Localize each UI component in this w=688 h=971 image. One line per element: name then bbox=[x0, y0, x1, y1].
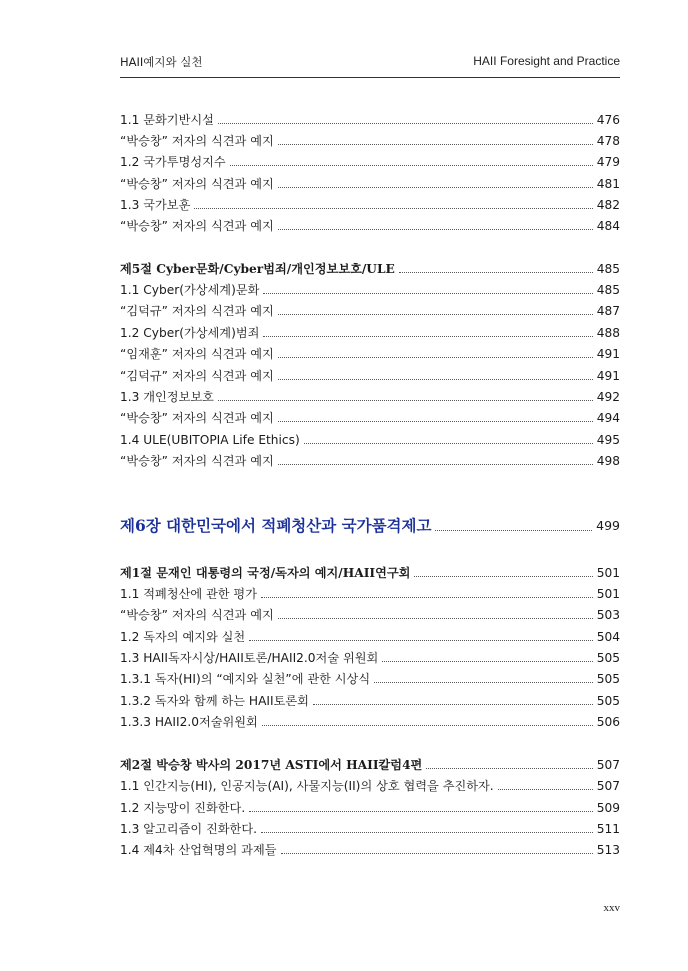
toc-entry[interactable] bbox=[120, 172, 620, 192]
toc-entry-page: 505 bbox=[596, 694, 620, 708]
toc-entry[interactable] bbox=[120, 646, 620, 666]
dot-leader bbox=[382, 661, 592, 662]
toc-entry-page: 482 bbox=[596, 198, 620, 212]
toc-entry-page: 505 bbox=[596, 651, 620, 665]
toc-entry-page: 501 bbox=[596, 566, 620, 580]
dot-leader bbox=[374, 682, 593, 683]
toc-entry-page: 506 bbox=[596, 715, 620, 729]
dot-leader bbox=[278, 314, 593, 315]
toc-entry-title: 1.2 지능망이 진화한다. bbox=[120, 801, 246, 815]
toc-entry-title: 1.3.3 HAII2.0저술위원회 bbox=[120, 715, 258, 729]
toc-entry[interactable] bbox=[120, 774, 620, 794]
dot-leader bbox=[263, 336, 592, 337]
toc-entry-page: 505 bbox=[596, 672, 620, 686]
toc-entry-title: 1.3 알고리즘이 진화한다. bbox=[120, 822, 257, 836]
dot-leader bbox=[313, 704, 593, 705]
dot-leader bbox=[261, 597, 593, 598]
toc-entry-title: 1.1 Cyber(가상세계)문화 bbox=[120, 283, 260, 297]
toc-entry-page: 492 bbox=[596, 390, 620, 404]
toc-entry[interactable] bbox=[120, 582, 620, 602]
toc-entry-title: 1.3 HAII독자시상/HAII토론/HAII2.0저술 위원회 bbox=[120, 651, 379, 665]
toc-entry[interactable] bbox=[120, 817, 620, 837]
dot-leader bbox=[399, 272, 593, 273]
toc-entry-title: 1.4 ULE(UBITOPIA Life Ethics) bbox=[120, 433, 300, 447]
dot-leader bbox=[281, 853, 593, 854]
toc-entry-page: 495 bbox=[596, 433, 620, 447]
toc-entry[interactable] bbox=[120, 625, 620, 645]
toc-entry[interactable] bbox=[120, 214, 620, 234]
toc-entry[interactable] bbox=[120, 406, 620, 426]
toc-entry[interactable] bbox=[120, 364, 620, 384]
toc-entry[interactable] bbox=[120, 278, 620, 298]
toc-entry-title: “임재훈” 저자의 식견과 예지 bbox=[120, 347, 274, 361]
toc-section-heading[interactable] bbox=[120, 753, 620, 773]
toc-entry-title: 1.1 문화기반시설 bbox=[120, 113, 214, 127]
toc-entry-title: 1.2 국가투명성지수 bbox=[120, 155, 226, 169]
toc-section-title: 제2절 박승창 박사의 2017년 ASTI에서 HAII칼럼4편 bbox=[120, 758, 423, 772]
toc-entry[interactable] bbox=[120, 689, 620, 709]
toc-entry-page: 504 bbox=[596, 630, 620, 644]
dot-leader bbox=[262, 725, 593, 726]
toc-entry-page: 507 bbox=[596, 779, 620, 793]
toc-entry-title: 1.2 Cyber(가상세계)범죄 bbox=[120, 326, 260, 340]
dot-leader bbox=[278, 229, 593, 230]
toc-entry[interactable] bbox=[120, 129, 620, 149]
toc-entry-page: 485 bbox=[596, 283, 620, 297]
toc-section-heading[interactable] bbox=[120, 257, 620, 277]
toc-entry-title: 1.3.1 독자(HI)의 “예지와 실천”에 관한 시상식 bbox=[120, 672, 371, 686]
toc-chapter-title: 제6장 대한민국에서 적폐청산과 국가품격제고 bbox=[120, 516, 432, 535]
toc-entry-page: 478 bbox=[596, 134, 620, 148]
toc-entry-page: 498 bbox=[596, 454, 620, 468]
header-rule bbox=[120, 77, 620, 78]
dot-leader bbox=[278, 464, 593, 465]
toc-entry-page: 501 bbox=[596, 587, 620, 601]
header-book-title-korean: HAII예지와 실천 bbox=[120, 55, 203, 69]
dot-leader bbox=[304, 443, 593, 444]
toc-entry[interactable] bbox=[120, 108, 620, 128]
toc-entry-page: 499 bbox=[596, 518, 620, 533]
toc-entry-page: 494 bbox=[596, 411, 620, 425]
toc-entry[interactable] bbox=[120, 385, 620, 405]
dot-leader bbox=[278, 357, 593, 358]
header-book-title-english: HAII Foresight and Practice bbox=[473, 54, 620, 68]
toc-entry-title: 1.1 인간지능(HI), 인공지능(AI), 사물지능(II)의 상호 협력을 추진하자. bbox=[120, 779, 494, 793]
dot-leader bbox=[426, 768, 592, 769]
toc-entry[interactable] bbox=[120, 796, 620, 816]
toc-entry[interactable] bbox=[120, 193, 620, 213]
toc-entry-page: 487 bbox=[596, 304, 620, 318]
toc-entry[interactable] bbox=[120, 667, 620, 687]
toc-entry-page: 507 bbox=[596, 758, 620, 772]
toc-entry-title: 1.3 개인정보보호 bbox=[120, 390, 214, 404]
toc-entry-title: “박승창” 저자의 식견과 예지 bbox=[120, 411, 274, 425]
dot-leader bbox=[278, 187, 593, 188]
toc-entry-page: 511 bbox=[596, 822, 620, 836]
dot-leader bbox=[278, 379, 593, 380]
running-header bbox=[120, 54, 620, 72]
toc-entry-page: 491 bbox=[596, 369, 620, 383]
toc-chapter-heading[interactable] bbox=[120, 512, 620, 536]
toc-entry-title: 1.1 적폐청산에 관한 평가 bbox=[120, 587, 257, 601]
dot-leader bbox=[263, 293, 592, 294]
toc-entry-title: “박승창” 저자의 식견과 예지 bbox=[120, 219, 274, 233]
toc-entry[interactable] bbox=[120, 710, 620, 730]
dot-leader bbox=[218, 400, 593, 401]
toc-entry[interactable] bbox=[120, 150, 620, 170]
dot-leader bbox=[278, 618, 593, 619]
toc-entry[interactable] bbox=[120, 342, 620, 362]
dot-leader bbox=[435, 530, 592, 531]
dot-leader bbox=[230, 165, 593, 166]
toc-entry[interactable] bbox=[120, 428, 620, 448]
toc-entry-title: 1.2 독자의 예지와 실천 bbox=[120, 630, 246, 644]
toc-entry-title: “박승창” 저자의 식견과 예지 bbox=[120, 134, 274, 148]
dot-leader bbox=[194, 208, 592, 209]
toc-entry-page: 503 bbox=[596, 608, 620, 622]
toc-entry-page: 481 bbox=[596, 177, 620, 191]
toc-entry[interactable] bbox=[120, 449, 620, 469]
toc-section-heading[interactable] bbox=[120, 561, 620, 581]
toc-entry-page: 491 bbox=[596, 347, 620, 361]
toc-entry-page: 476 bbox=[596, 113, 620, 127]
toc-entry-page: 509 bbox=[596, 801, 620, 815]
toc-section-title: 제1절 문재인 대통령의 국정/독자의 예지/HAII연구회 bbox=[120, 566, 411, 580]
dot-leader bbox=[278, 421, 593, 422]
toc-entry[interactable] bbox=[120, 838, 620, 858]
toc-entry-title: 1.3.2 독자와 함께 하는 HAII토론회 bbox=[120, 694, 309, 708]
toc-entry-title: “박승창” 저자의 식견과 예지 bbox=[120, 454, 274, 468]
toc-entry-page: 488 bbox=[596, 326, 620, 340]
toc-entry[interactable] bbox=[120, 299, 620, 319]
dot-leader bbox=[249, 811, 593, 812]
toc-entry-title: “김덕규” 저자의 식견과 예지 bbox=[120, 304, 274, 318]
toc-entry[interactable] bbox=[120, 321, 620, 341]
toc-entry-page: 484 bbox=[596, 219, 620, 233]
toc-entry-title: 1.4 제4차 산업혁명의 과제들 bbox=[120, 843, 277, 857]
dot-leader bbox=[278, 144, 593, 145]
dot-leader bbox=[414, 576, 592, 577]
toc-entry[interactable] bbox=[120, 603, 620, 623]
toc-entry-title: “박승창” 저자의 식견과 예지 bbox=[120, 608, 274, 622]
toc-entry-page: 479 bbox=[596, 155, 620, 169]
toc-entry-page: 485 bbox=[596, 262, 620, 276]
dot-leader bbox=[261, 832, 593, 833]
toc-entry-title: 1.3 국가보훈 bbox=[120, 198, 191, 212]
toc-entry-page: 513 bbox=[596, 843, 620, 857]
page-number: xxv bbox=[603, 902, 620, 914]
toc-entry-title: “김덕규” 저자의 식견과 예지 bbox=[120, 369, 274, 383]
dot-leader bbox=[498, 789, 593, 790]
dot-leader bbox=[249, 640, 593, 641]
toc-section-title: 제5절 Cyber문화/Cyber범죄/개인정보보호/ULE bbox=[120, 262, 395, 276]
toc-entry-title: “박승창” 저자의 식견과 예지 bbox=[120, 177, 274, 191]
dot-leader bbox=[218, 123, 593, 124]
